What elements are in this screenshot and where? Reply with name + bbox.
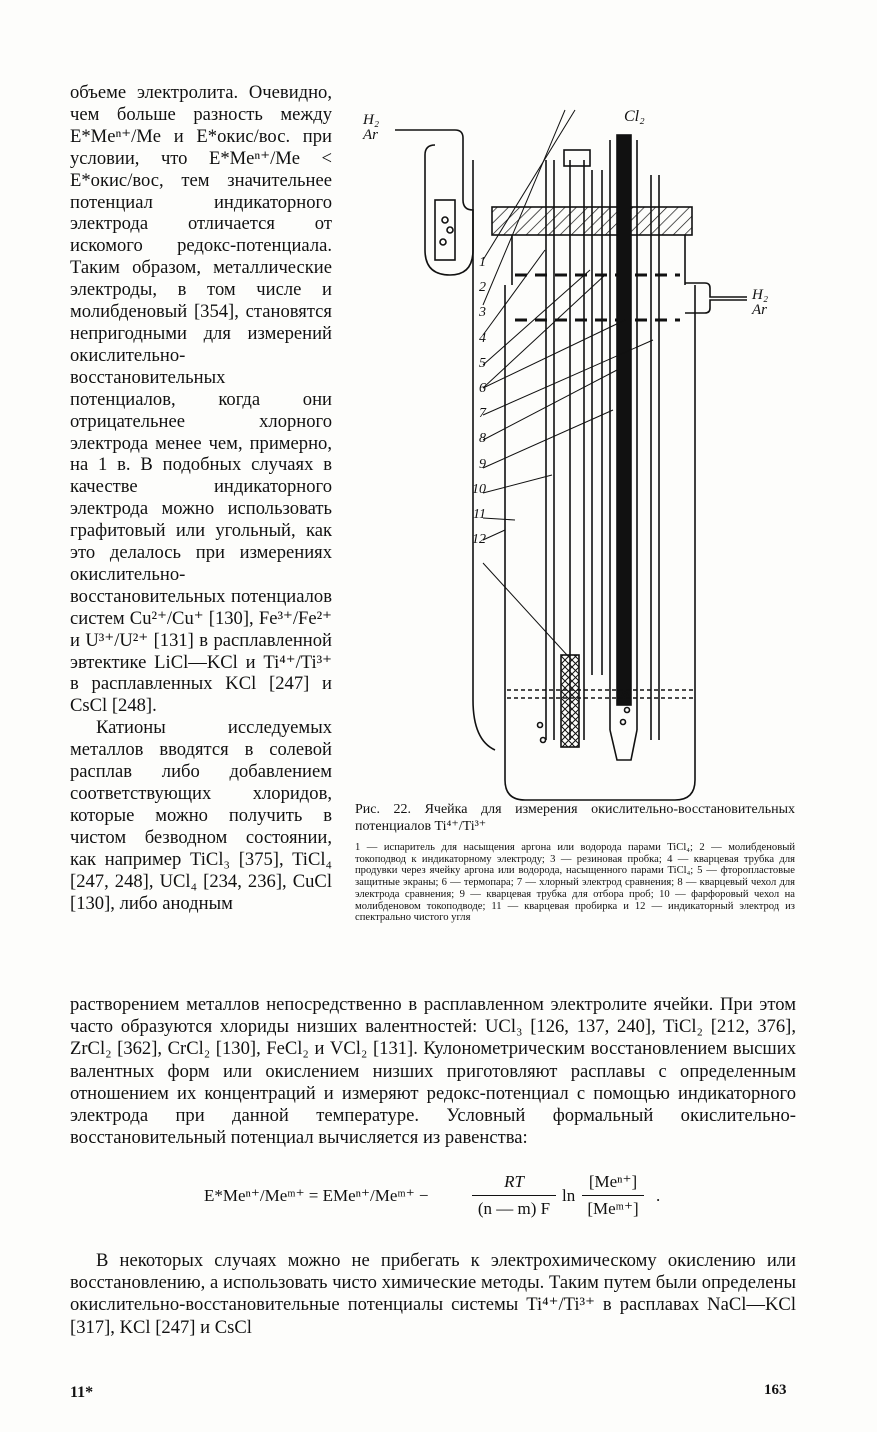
figure-caption-title: Рис. 22. Ячейка для измерения окислительно-восстановительных потенциалов Ti⁴⁺/Ti³⁺ bbox=[355, 802, 795, 834]
indicator-electrode bbox=[561, 655, 579, 747]
gas-outlet-label: H₂ Ar bbox=[752, 287, 769, 318]
paragraph: Катионы исследуемых металлов вводятся в солевой расплав либо добавлением соответствующих хлоридов, которые можно получить в чистом безводном состоянии, как например TiCl₃ [375], TiCl₄ [247, 248], UCl₄ [234, 236], CuCl [130], либо анодным bbox=[70, 717, 332, 914]
cl2-label: Cl₂ bbox=[624, 108, 645, 125]
paragraph: объеме электролита. Очевидно, чем больше разность между E*Meⁿ⁺/Me и E*окис/вос. при условии, что E*Meⁿ⁺/Me < E*окис/вос, тем значительнее потенциал индикаторного электрода отличается от искомого редокс-потенциала. Таким образом, металлические электроды, в том числе и молибденовый [354], становятся непригодными для измерений окислительно-восстановительных потенциалов, когда они отрицательнее хлорного электрода менее чем, примерно, на 1 в. В подобных случаях в качестве индикаторного электрода можно использовать графитовый или угольный, как это делалось при измерениях окислительно-восстановительных потенциалов систем Cu²⁺/Cu⁺ [130], Fe³⁺/Fe²⁺ и U³⁺/U²⁺ [131] в расплавленной эвтектике LiCl—KCl и Ti⁴⁺/Ti³⁺ в расплавленных KCl [247] и CsCl [248]. bbox=[70, 82, 332, 717]
outer-vessel bbox=[505, 285, 695, 800]
page-number: 163 bbox=[764, 1382, 787, 1398]
cell-diagram bbox=[355, 100, 800, 812]
formula: E*Meⁿ⁺/Meᵐ⁺ = EMeⁿ⁺/Meᵐ⁺ − RT (n — m) F ln [Meⁿ⁺] [Meᵐ⁺] . bbox=[204, 1172, 661, 1218]
chlorine-electrode bbox=[617, 135, 631, 705]
figure-number-labels: 1 2 3 4 5 6 7 8 9 10 11 12 bbox=[472, 255, 486, 548]
figure-caption-legend: 1 — испаритель для насыщения аргона или водорода парами TiCl₄; 2 — молибденовый токоподвод к индикаторному электроду; 3 — резиновая пробка; 4 — кварцевая трубка для продувки через ячейку аргона или водорода, насыщенного парами TiCl₄; 5 — фторопластовые защитные экраны; 6 — термопара; 7 — хлорный электрод сравнения; 8 — кварцевый чехол для электрода сравнения; 9 — кварцевая трубка для отбора проб; 10 — фарфоровый чехол на молибденовом токоподводе; 11 — кварцевая пробирка и 12 — индикаторный электрод из спектрально чистого угля bbox=[355, 842, 795, 924]
signature-mark: 11* bbox=[70, 1384, 94, 1401]
full-width-paragraph: растворением металлов непосредственно в расплавленном электролите ячейки. При этом часто образуются хлориды низших валентностей: UCl₃ [126, 137, 240], TiCl₂ [212, 376], ZrCl₂ [362], CrCl₂ [130], FeCl₂ и VCl₂ [131]. Кулонометрическим восстановлением высших валентных форм или окислением низших приготовляют расплавы с определенным отношением их концентраций и измеряют редокс-потенциал с помощью индикаторного электрода при данной температуре. Условный формальный окислительно-восстановительный потенциал вычисляется из равенства: bbox=[70, 994, 796, 1149]
left-column bbox=[70, 82, 332, 914]
paragraph-chemical-methods: В некоторых случаях можно не прибегать к электрохимическому окислению или восстановлению, а использовать чисто химические методы. Таким путем были определены окислительно-восстановительные потенциалы системы Ti⁴⁺/Ti³⁺ в расплавах NaCl—KCl [317], KCl [247] и CsCl bbox=[70, 1250, 796, 1338]
gas-inlet-label: H₂ Ar bbox=[363, 112, 380, 143]
